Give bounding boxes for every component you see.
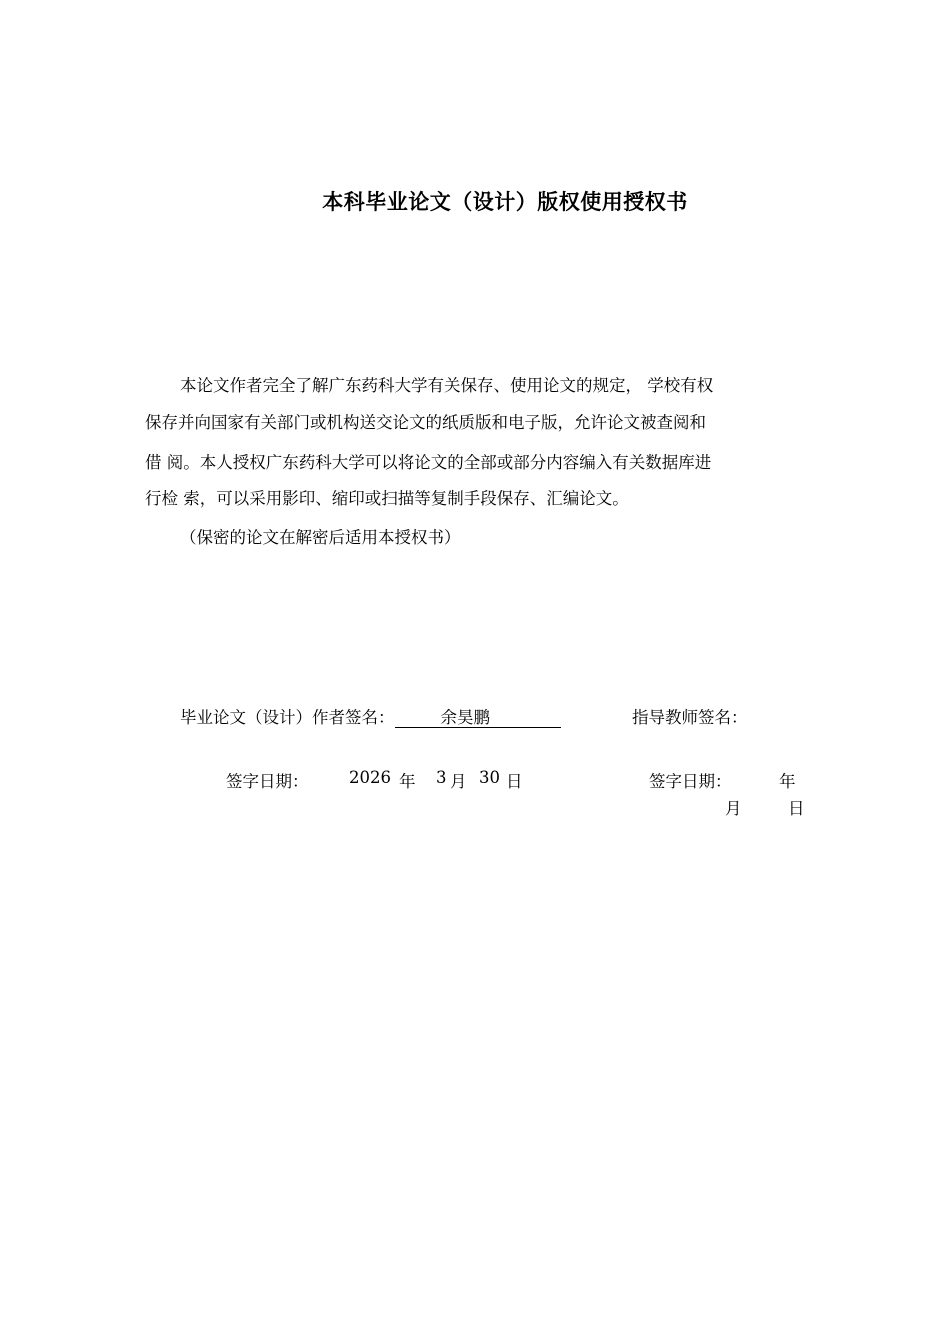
author-signature-label: 毕业论文（设计）作者签名： xyxy=(180,708,395,727)
author-date-year-unit: 年 xyxy=(399,772,416,791)
paragraph-line-2: 保存并向国家有关部门或机构送交论文的纸质版和电子版，允许论文被查阅和 xyxy=(145,413,706,432)
author-date-month-unit: 月 xyxy=(450,772,467,791)
paragraph-line-3: 借 阅。本人授权广东药科大学可以将论文的全部或部分内容编入有关数据库进 xyxy=(145,453,712,472)
advisor-date-label: 签字日期： xyxy=(649,772,732,791)
paragraph-line-1: 本论文作者完全了解广东药科大学有关保存、使用论文的规定， 学校有权 xyxy=(180,376,714,395)
author-signature-row xyxy=(180,704,561,728)
advisor-date-day-unit: 日 xyxy=(788,799,805,818)
author-date-day: 30 xyxy=(479,768,500,787)
advisor-date-month-unit: 月 xyxy=(725,799,742,818)
author-date-month: 3 xyxy=(436,768,447,787)
author-date-year: 2026 xyxy=(349,768,391,787)
paragraph-line-4: 行检 索，可以采用影印、缩印或扫描等复制手段保存、汇编论文。 xyxy=(145,489,629,508)
author-signature-value: 余昊鹏 xyxy=(395,709,561,728)
advisor-date-year-unit: 年 xyxy=(779,772,796,791)
document-title: 本科毕业论文（设计）版权使用授权书 xyxy=(322,190,688,214)
author-date-day-unit: 日 xyxy=(506,772,523,791)
author-date-label: 签字日期： xyxy=(226,772,309,791)
advisor-signature-label: 指导教师签名： xyxy=(632,708,748,727)
confidential-note: （保密的论文在解密后适用本授权书） xyxy=(180,528,461,547)
